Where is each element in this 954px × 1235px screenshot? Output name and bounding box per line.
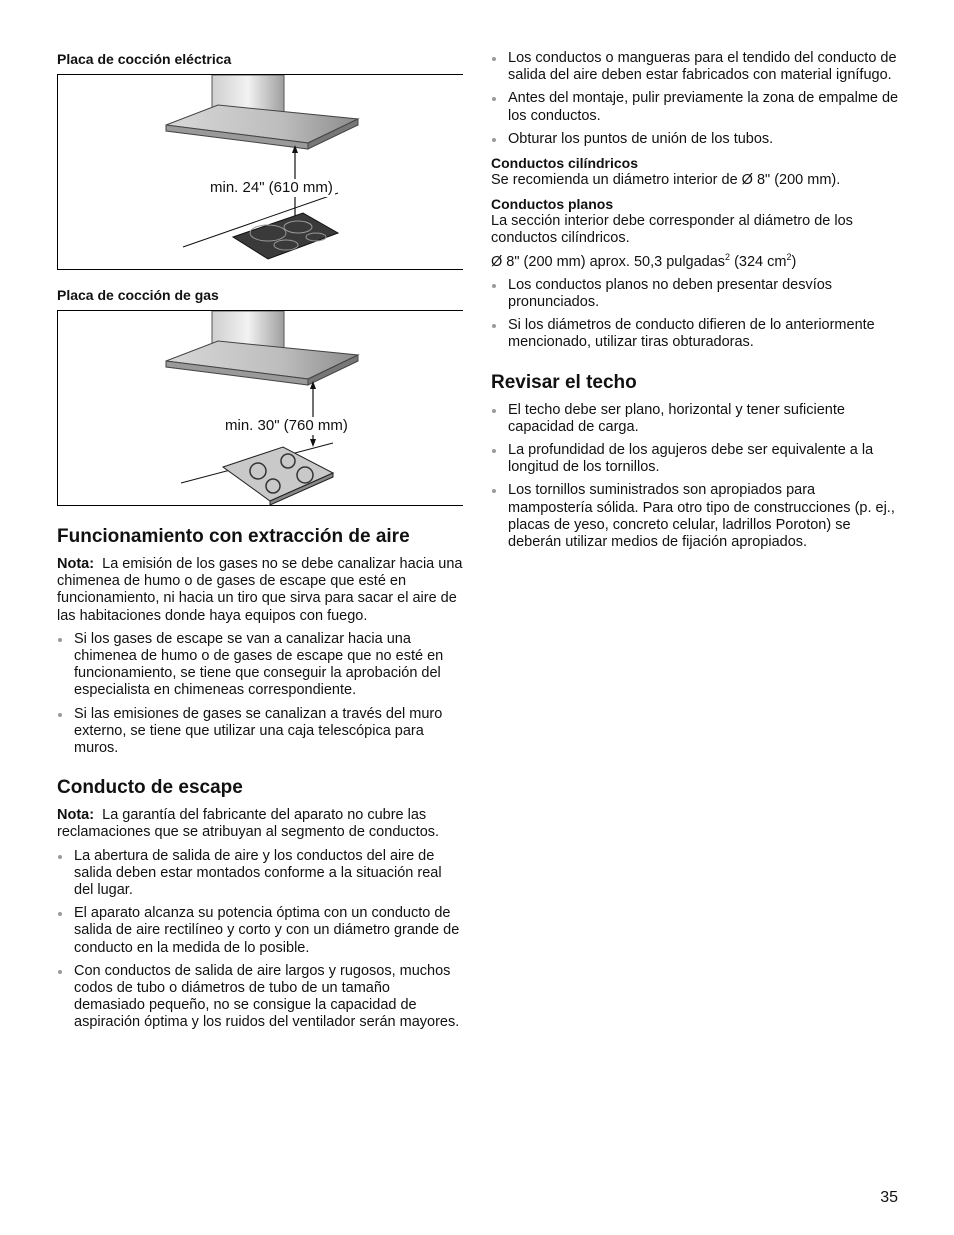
list-item: Los conductos o mangueras para el tendido del conducto de salida del aire deben estar fabricados con material ignífugo. — [491, 50, 901, 84]
bullet-icon — [58, 713, 62, 717]
bullet-icon — [492, 57, 496, 61]
duct-material-list — [491, 50, 901, 148]
air-extraction-list — [57, 631, 463, 757]
bullet-icon — [492, 324, 496, 328]
bullet-icon — [58, 638, 62, 642]
note-exhaust-duct — [57, 807, 463, 841]
clearance-label-electric: min. 24" (610 mm) — [210, 179, 333, 196]
clearance-label-gas: min. 30" (760 mm) — [225, 417, 348, 434]
page-number: 35 — [880, 1189, 898, 1206]
exhaust-duct-list — [57, 848, 463, 1032]
list-item: El aparato alcanza su potencia óptima con un conducto de salida de aire rectilíneo y corto y con un diámetro grande de conducto en la medida de lo posible. — [57, 905, 463, 957]
heading-check-ceiling: Revisar el techo — [491, 371, 637, 393]
bullet-icon — [492, 138, 496, 142]
note-text: La garantía del fabricante del aparato no cubre las reclamaciones que se atribuyan al segmento de conductos. — [57, 807, 440, 841]
cylindrical-text: Se recomienda un diámetro interior de Ø 8" (200 mm). — [491, 172, 841, 189]
flat-formula: Ø 8" (200 mm) aprox. 50,3 pulgadas$^2$ (324 $cm^2$) — [491, 251, 797, 270]
list-item: El techo debe ser plano, horizontal y tener suficiente capacidad de carga. — [491, 402, 901, 436]
right-column — [491, 50, 901, 557]
note-label: Nota: — [57, 807, 95, 824]
list-item: La abertura de salida de aire y los conductos del aire de salida deben estar montados conforme a la situación real del lugar. — [57, 848, 463, 900]
heading-flat-ducts: Conductos planos — [491, 196, 614, 213]
figure-title-electric: Placa de cocción eléctrica — [57, 51, 232, 67]
list-item: La profundidad de los agujeros debe ser equivalente a la longitud de los tornillos. — [491, 442, 901, 476]
bullet-icon — [58, 855, 62, 859]
flat-text: La sección interior debe corresponder al diámetro de los conductos cilíndricos. — [491, 213, 853, 247]
list-item: Obturar los puntos de unión de los tubos. — [491, 131, 901, 148]
note-air-extraction — [57, 556, 463, 625]
heading-cylindrical-ducts: Conductos cilíndricos — [491, 155, 639, 172]
bullet-icon — [492, 409, 496, 413]
note-text: La emisión de los gases no se debe canalizar hacia una chimenea de humo o de gases de escape que esté en funcionamiento, ni hacia un tiro que sirva para sacar el aire de las habitaciones donde haya equipos con fuego. — [57, 556, 463, 624]
list-item: Los tornillos suministrados son apropiados para mampostería sólida. Para otro tipo de construcciones (p. ej., placas de yeso, concreto celular, ladrillos Poroton) se deberán utilizar medios de fijación apropiados. — [491, 482, 901, 551]
electric-cooktop-illustration — [58, 75, 464, 271]
list-item: Si las emisiones de gases se canalizan a través del muro externo, se tiene que utilizar una caja telescópica para muros. — [57, 706, 463, 758]
list-item: Si los diámetros de conducto difieren de lo anteriormente mencionado, utilizar tiras obturadoras. — [491, 317, 901, 351]
ceiling-list — [491, 402, 901, 552]
list-item: Antes del montaje, pulir previamente la zona de empalme de los conductos. — [491, 90, 901, 124]
bullet-icon — [58, 970, 62, 974]
bullet-icon — [492, 489, 496, 493]
heading-air-extraction: Funcionamiento con extracción de aire — [57, 526, 410, 547]
gas-cooktop-illustration — [58, 311, 464, 507]
figure-title-gas: Placa de cocción de gas — [57, 287, 219, 303]
bullet-icon — [58, 912, 62, 916]
left-column — [57, 50, 463, 1038]
flat-duct-list — [491, 277, 901, 352]
figure-electric-cooktop — [57, 74, 463, 270]
bullet-icon — [492, 284, 496, 288]
bullet-icon — [492, 97, 496, 101]
heading-exhaust-duct: Conducto de escape — [57, 777, 243, 799]
figure-gas-cooktop — [57, 310, 463, 506]
bullet-icon — [492, 449, 496, 453]
list-item: Si los gases de escape se van a canalizar hacia una chimenea de humo o de gases de escape que no esté en funcionamiento, se tiene que conseguir la aprobación del especialista en chimeneas correspondiente. — [57, 631, 463, 700]
list-item: Con conductos de salida de aire largos y rugosos, muchos codos de tubo o diámetros de tubo de un tamaño demasiado pequeño, no se consigue la capacidad de aspiración óptima y los ruidos del ventilador serán mayores. — [57, 963, 463, 1032]
list-item: Los conductos planos no deben presentar desvíos pronunciados. — [491, 277, 901, 311]
note-label: Nota: — [57, 556, 95, 572]
